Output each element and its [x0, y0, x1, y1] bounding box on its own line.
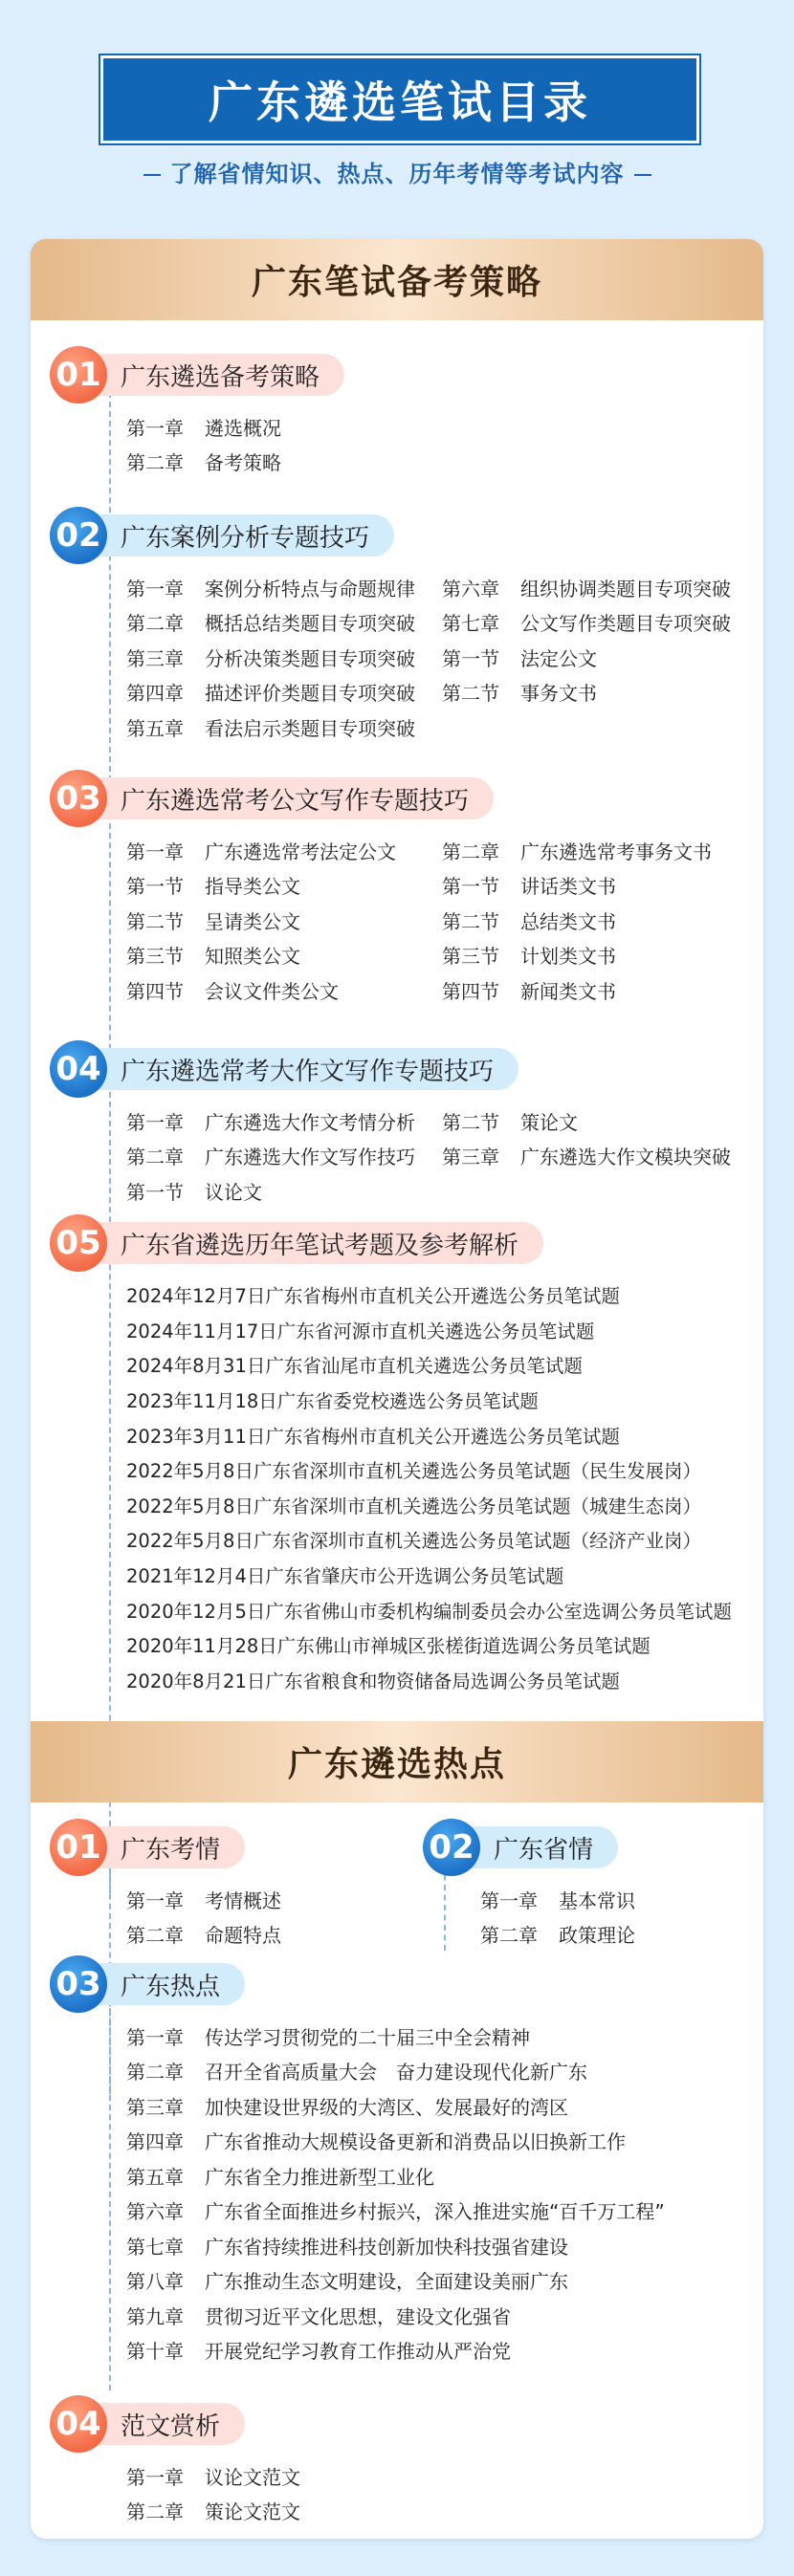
section-title: 广东遴选常考公文写作专题技巧	[121, 786, 470, 816]
chapter-row	[126, 2158, 758, 2194]
chapter-label: 第二节	[126, 909, 184, 933]
part2-header	[31, 1721, 763, 1802]
chapter-list	[126, 2019, 758, 2368]
chapter-title: 分析决策类题目专项突破	[205, 646, 415, 670]
chapter-row	[126, 605, 758, 641]
section-title: 广东遴选备考策略	[121, 362, 320, 392]
exam-paper-item: 2020年11月28日广东佛山市禅城区张槎街道选调公务员笔试题	[126, 1635, 651, 1658]
chapter-label: 第一章	[126, 1110, 184, 1134]
chapter-title: 广东遴选大作文模块突破	[520, 1146, 731, 1169]
section-number-badge: 05	[50, 1214, 107, 1272]
section-number-badge: 02	[423, 1819, 480, 1876]
chapter-list	[126, 833, 758, 1008]
chapter-label: 第三节	[126, 945, 184, 969]
chapter-row	[480, 1917, 748, 1953]
chapter-row	[126, 2333, 758, 2369]
chapter-label: 第一节	[126, 1180, 184, 1204]
chapter-row	[126, 938, 758, 973]
chapter-label: 第二章	[126, 2500, 184, 2524]
chapter-label: 第一章	[126, 416, 184, 440]
chapter-title: 描述评价类题目专项突破	[205, 682, 415, 706]
chapter-title: 传达学习贯彻党的二十届三中全会精神	[205, 2025, 530, 2049]
chapter-label: 第八章	[126, 2270, 184, 2294]
chapter-title: 概括总结类题目专项突破	[205, 612, 415, 636]
chapter-label: 第三章	[126, 2095, 184, 2119]
chapter-title: 广东省推动大规模设备更新和消费品以旧换新工作	[205, 2130, 626, 2154]
chapter-label: 第四章	[126, 682, 184, 706]
section-title: 广东省情	[494, 1835, 594, 1865]
section-number-badge: 04	[50, 2395, 107, 2453]
chapter-label: 第一章	[126, 577, 184, 600]
chapter-title: 贯彻习近平文化思想，建设文化强省	[205, 2304, 511, 2328]
section-title: 范文赏析	[121, 2412, 221, 2441]
section-04	[50, 1040, 758, 1209]
chapter-title: 广东省持续推进科技创新加快科技强省建设	[205, 2235, 568, 2259]
chapter-row	[126, 640, 758, 675]
chapter-label: 第二节	[442, 909, 499, 933]
section-02	[50, 507, 758, 745]
chapter-title: 政策理论	[559, 1924, 635, 1948]
chapter-label: 第二章	[126, 1924, 184, 1948]
chapter-title: 指导类公文	[205, 875, 300, 899]
chapter-label: 第十章	[126, 2340, 184, 2364]
chapter-list	[126, 1882, 394, 1952]
chapter-row	[126, 2019, 758, 2054]
chapter-title: 新闻类文书	[520, 979, 616, 1003]
part1-header	[31, 239, 763, 320]
section-number-badge: 01	[50, 1819, 107, 1876]
chapter-row	[126, 2124, 758, 2159]
chapter-label: 第一章	[480, 1888, 538, 1912]
section-title: 广东热点	[121, 1972, 221, 2001]
chapter-list	[126, 409, 758, 479]
chapter-list	[126, 1103, 758, 1209]
section-number-badge: 02	[50, 507, 107, 564]
chapter-label: 第六章	[126, 2200, 184, 2224]
chapter-row	[126, 2054, 758, 2089]
chapter-title: 基本常识	[559, 1888, 635, 1912]
section-title: 广东遴选常考大作文写作专题技巧	[121, 1057, 495, 1086]
chapter-title: 广东推动生态文明建设，全面建设美丽广东	[205, 2270, 568, 2294]
chapter-label: 第二章	[126, 451, 184, 475]
chapter-row	[126, 2194, 758, 2229]
section-number-badge: 04	[50, 1040, 107, 1098]
section-title-pill	[78, 514, 394, 557]
chapter-title: 议论文	[205, 1180, 262, 1204]
chapter-list	[126, 570, 758, 745]
chapter-row	[126, 570, 758, 605]
exam-paper-item: 2021年12月4日广东省肇庆市公开选调公务员笔试题	[126, 1565, 564, 1588]
exam-paper-list	[126, 1277, 758, 1697]
chapter-title: 广东遴选大作文考情分析	[205, 1110, 415, 1134]
chapter-row	[126, 675, 758, 710]
chapter-row	[126, 833, 758, 868]
section-03	[50, 770, 758, 1008]
chapter-label: 第三章	[442, 1146, 499, 1169]
chapter-row	[126, 1139, 758, 1174]
chapter-title: 知照类公文	[205, 945, 300, 969]
chapter-label: 第三章	[126, 646, 184, 670]
chapter-row	[126, 709, 758, 745]
chapter-title: 召开全省高质量大会 奋力建设现代化新广东	[205, 2061, 587, 2085]
chapter-label: 第二章	[126, 2061, 184, 2085]
chapter-label: 第一章	[126, 840, 184, 863]
chapter-title: 事务文书	[520, 682, 597, 706]
chapter-label: 第四章	[126, 2130, 184, 2154]
hot-section-01	[50, 1819, 394, 1952]
exam-paper-item: 2024年12月7日广东省梅州市直机关公开遴选公务员笔试题	[126, 1285, 620, 1308]
page-subtitle-text: 了解省情知识、热点、历年考情等考试内容	[169, 161, 625, 187]
page-title-banner	[100, 55, 699, 143]
chapter-title: 组织协调类题目专项突破	[520, 577, 731, 600]
chapter-row	[126, 903, 758, 938]
section-title: 广东考情	[121, 1835, 221, 1865]
card-main	[31, 239, 763, 2539]
chapter-row	[480, 1882, 748, 1917]
chapter-label: 第二章	[126, 1146, 184, 1169]
chapter-label: 第一节	[442, 646, 499, 670]
chapter-label: 第一章	[126, 2025, 184, 2049]
chapter-title: 广东省全面推进乡村振兴，深入推进实施“百千万工程”	[205, 2200, 665, 2224]
chapter-title: 加快建设世界级的大湾区、发展最好的湾区	[205, 2095, 568, 2119]
section-number-badge: 03	[50, 1955, 107, 2013]
section-title: 广东案例分析专题技巧	[121, 523, 370, 553]
exam-paper-item: 2022年5月8日广东省深圳市直机关遴选公务员笔试题（民生发展岗）	[126, 1460, 701, 1483]
chapter-title: 会议文件类公文	[205, 979, 339, 1003]
chapter-label: 第九章	[126, 2304, 184, 2328]
chapter-label: 第一章	[126, 2465, 184, 2489]
chapter-title: 广东遴选常考事务文书	[520, 840, 712, 863]
chapter-label: 第二节	[442, 1110, 499, 1134]
chapter-row	[126, 2458, 758, 2494]
exam-paper-item: 2022年5月8日广东省深圳市直机关遴选公务员笔试题（城建生态岗）	[126, 1495, 701, 1517]
chapter-title: 遴选概况	[205, 416, 281, 440]
chapter-title: 法定公文	[520, 646, 597, 670]
chapter-row	[126, 409, 758, 445]
hot-section-03	[50, 1955, 758, 2368]
section-title-pill	[78, 354, 344, 396]
chapter-label: 第一节	[442, 875, 499, 899]
exam-paper-item: 2023年11月18日广东省委党校遴选公务员笔试题	[126, 1390, 539, 1413]
chapter-row	[126, 2088, 758, 2124]
chapter-title: 看法启示类题目专项突破	[205, 716, 415, 740]
exam-paper-item: 2022年5月8日广东省深圳市直机关遴选公务员笔试题（经济产业岗）	[126, 1530, 701, 1553]
chapter-row	[126, 2263, 758, 2299]
chapter-label: 第一章	[126, 1888, 184, 1912]
chapter-row	[126, 2298, 758, 2333]
chapter-title: 考情概述	[205, 1888, 281, 1912]
chapter-label: 第五章	[126, 2165, 184, 2189]
chapter-title: 广东遴选大作文写作技巧	[205, 1146, 415, 1169]
chapter-title: 计划类文书	[520, 945, 616, 969]
section-01	[50, 346, 758, 479]
chapter-title: 开展党纪学习教育工作推动从严治党	[205, 2340, 511, 2364]
chapter-title: 案例分析特点与命题规律	[205, 577, 415, 600]
chapter-label: 第四节	[126, 979, 184, 1003]
exam-paper-item: 2024年11月17日广东省河源市直机关遴选公务员笔试题	[126, 1320, 595, 1343]
exam-paper-item: 2023年3月11日广东省梅州市直机关公开遴选公务员笔试题	[126, 1425, 620, 1448]
chapter-title: 议论文范文	[205, 2465, 300, 2489]
chapter-row	[126, 1917, 394, 1953]
chapter-title: 讲话类文书	[520, 875, 616, 899]
chapter-row	[126, 2494, 758, 2529]
section-title: 广东省遴选历年笔试考题及参考解析	[121, 1231, 519, 1260]
exam-paper-item: 2020年8月21日广东省粮食和物资储备局选调公务员笔试题	[126, 1670, 620, 1692]
chapter-title: 呈请类公文	[205, 909, 300, 933]
section-title-pill	[78, 1222, 543, 1264]
chapter-title: 公文写作类题目专项突破	[520, 612, 731, 636]
chapter-row	[126, 1173, 758, 1209]
chapter-label: 第二章	[442, 840, 499, 863]
chapter-title: 命题特点	[205, 1924, 281, 1948]
chapter-label: 第二节	[442, 682, 499, 706]
chapter-label: 第六章	[442, 577, 499, 600]
chapter-row	[126, 972, 758, 1008]
chapter-title: 总结类文书	[520, 909, 616, 933]
chapter-label: 第一节	[126, 875, 184, 899]
part2-title: 广东遴选热点	[287, 1745, 506, 1784]
chapter-row	[126, 2228, 758, 2263]
chapter-label: 第二章	[480, 1924, 538, 1948]
chapter-list	[126, 2458, 758, 2528]
chapter-title: 策论文范文	[205, 2500, 300, 2524]
section-number-badge: 01	[50, 346, 107, 404]
part1-title: 广东笔试备考策略	[251, 263, 542, 302]
chapter-list	[480, 1882, 748, 1952]
chapter-row	[126, 445, 758, 480]
hot-section-04	[50, 2395, 758, 2528]
chapter-label: 第四节	[442, 979, 499, 1003]
chapter-label: 第五章	[126, 716, 184, 740]
hot-section-02	[423, 1819, 748, 1952]
section-number-badge: 03	[50, 770, 107, 827]
section-05	[50, 1214, 758, 1697]
chapter-row	[126, 868, 758, 904]
exam-paper-item: 2020年12月5日广东省佛山市委机构编制委员会办公室选调公务员笔试题	[126, 1600, 732, 1623]
chapter-label: 第三节	[442, 945, 499, 969]
section-title-pill	[78, 777, 494, 819]
exam-paper-item: 2024年8月31日广东省汕尾市直机关遴选公务员笔试题	[126, 1355, 583, 1378]
chapter-label: 第七章	[126, 2235, 184, 2259]
section-title-pill	[78, 1048, 518, 1090]
chapter-label: 第七章	[442, 612, 499, 636]
chapter-title: 策论文	[520, 1110, 578, 1134]
page-subtitle	[0, 155, 794, 188]
chapter-title: 广东遴选常考法定公文	[205, 840, 396, 863]
chapter-title: 备考策略	[205, 451, 281, 475]
chapter-row	[126, 1882, 394, 1917]
chapter-row	[126, 1103, 758, 1139]
page-title: 广东遴选笔试目录	[209, 76, 591, 128]
chapter-label: 第二章	[126, 612, 184, 636]
chapter-title: 广东省全力推进新型工业化	[205, 2165, 434, 2189]
